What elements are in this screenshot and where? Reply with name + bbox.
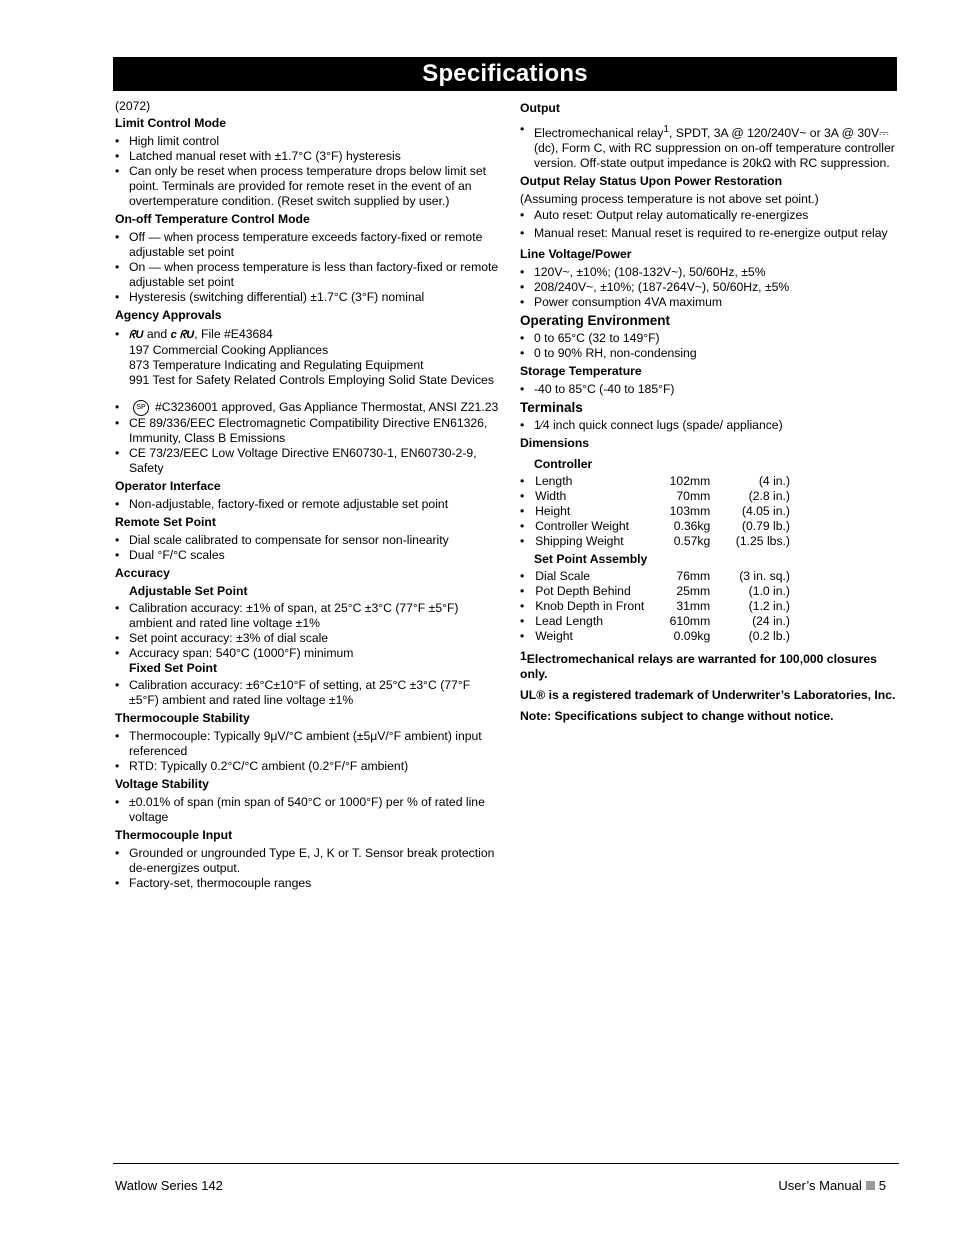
storage-temperature-list (520, 382, 905, 397)
relay-status-list (520, 208, 905, 241)
fixed-set-point-heading: Fixed Set Point (129, 661, 218, 675)
table-row (520, 614, 790, 629)
adjustable-set-point-list (115, 601, 500, 661)
dimension-name: Controller Weight (535, 519, 630, 534)
dimension-name: Lead Length (535, 614, 603, 629)
list-item: • Can only be reset when process temperature drops below limit set point. Terminals are provided for remote reset in the event of an overtemperature condition. (Reset switch supplied by user.) (115, 164, 500, 209)
relay-footnote (520, 649, 905, 682)
dimension-name: Pot Depth Behind (535, 584, 631, 599)
operating-environment-list (520, 331, 905, 361)
ul-approval-item (115, 327, 500, 388)
metric-value: 0.57kg (673, 534, 711, 549)
list-item: • Hysteresis (switching differential) ±1.7°C (3°F) nominal (115, 290, 500, 305)
table-row (520, 584, 790, 599)
ul-and-text: and (146, 327, 168, 341)
csa-logo-icon: SP (133, 400, 149, 416)
fixed-set-point-list (115, 678, 500, 708)
imperial-value: (2.8 in.) (748, 489, 790, 504)
thermocouple-input-list (115, 846, 500, 891)
operator-interface-list (115, 497, 500, 512)
dimension-name: Knob Depth in Front (535, 599, 645, 614)
relay-auto-reset: • Auto reset: Output relay automatically re-energizes (520, 208, 905, 223)
bullet: • (520, 474, 525, 489)
dimension-name: Width (535, 489, 567, 504)
bullet: • (520, 599, 525, 614)
ul-standard-3: 991 Test for Safety Related Controls Employing Solid State Devices (129, 373, 494, 387)
footer-manual-label: User’s Manual (778, 1178, 862, 1193)
controller-dimensions-table (520, 474, 790, 549)
list-item: • 1⁄4 inch quick connect lugs (spade/ appliance) (520, 418, 905, 433)
dimension-name: Weight (535, 629, 573, 644)
table-row (520, 629, 790, 644)
line-voltage-heading: Line Voltage/Power (520, 247, 632, 262)
ce-emc-item: • CE 89/336/EEC Electromagnetic Compatibility Directive EN61326, Immunity, Class B Emissions (115, 416, 500, 446)
thermocouple-stability-heading: Thermocouple Stability (115, 711, 250, 725)
bullet: • (520, 504, 525, 519)
metric-value: 103mm (669, 504, 711, 519)
accuracy-heading: Accuracy (115, 566, 170, 580)
operating-environment-heading: Operating Environment (520, 313, 671, 329)
imperial-value: (0.2 lb.) (748, 629, 790, 644)
list-item: • 208/240V~, ±10%; (187-264V~), 50/60Hz, ±5% (520, 280, 905, 295)
list-item: • Factory-set, thermocouple ranges (115, 876, 500, 891)
relay-manual-reset: • Manual reset: Manual reset is required to re-energize output relay (520, 226, 905, 241)
relay-status-heading: Output Relay Status Upon Power Restoration (520, 174, 783, 189)
limit-control-heading: Limit Control Mode (115, 116, 227, 130)
bullet: • (520, 519, 525, 534)
onoff-control-heading: On-off Temperature Control Mode (115, 212, 310, 226)
list-item: • Calibration accuracy: ±6°C±10°F of setting, at 25°C ±3°C (77°F ±5°F) ambient and rated line voltage ±1% (115, 678, 500, 708)
bullet: • (520, 614, 525, 629)
terminals-heading: Terminals (520, 400, 583, 416)
thermocouple-input-heading: Thermocouple Input (115, 828, 233, 842)
page-title: Specifications (113, 57, 897, 91)
dimensions-heading: Dimensions (520, 436, 590, 451)
output-text-start: Electromechanical relay (534, 126, 664, 141)
list-item: • RTD: Typically 0.2°C/°C ambient (0.2°F/°F ambient) (115, 759, 500, 774)
output-item (520, 122, 905, 171)
remote-set-point-list (115, 533, 500, 563)
imperial-value: (1.25 lbs.) (735, 534, 790, 549)
csa-approval-text: #C3236001 approved, Gas Appliance Thermostat, ANSI Z21.23 (155, 400, 499, 414)
ul-logo-icon: ᖇU (129, 329, 144, 341)
operator-interface-heading: Operator Interface (115, 479, 221, 493)
agency-approvals-heading: Agency Approvals (115, 308, 222, 322)
bullet: • (520, 534, 525, 549)
table-row (520, 569, 790, 584)
list-item: • Thermocouple: Typically 9μV/°C ambient (±5μV/°F ambient) input referenced (115, 729, 500, 759)
footer-divider (113, 1163, 899, 1164)
footnote-marker: 1 (520, 649, 527, 664)
relay-status-note: (Assuming process temperature is not above set point.) (520, 192, 819, 207)
set-point-assembly-table (520, 569, 790, 644)
list-item: • -40 to 85°C (-40 to 185°F) (520, 382, 905, 397)
list-item: • High limit control (115, 134, 500, 149)
ul-file-text: , File #E43684 (194, 327, 273, 341)
footer-square-icon (866, 1181, 875, 1190)
thermocouple-stability-list (115, 729, 500, 774)
imperial-value: (1.0 in.) (748, 584, 790, 599)
list-item: • 0 to 90% RH, non-condensing (520, 346, 905, 361)
left-column (115, 99, 500, 894)
list-item: • On — when process temperature is less than factory-fixed or remote adjustable set point (115, 260, 500, 290)
output-heading: Output (520, 101, 560, 115)
list-item: • ±0.01% of span (min span of 540°C or 1000°F) per % of rated line voltage (115, 795, 500, 825)
table-row (520, 474, 790, 489)
list-item: • Dual °F/°C scales (115, 548, 500, 563)
list-item: • Grounded or ungrounded Type E, J, K or T. Sensor break protection de-energizes output. (115, 846, 500, 876)
bullet: • (520, 569, 525, 584)
page-number: 5 (878, 1178, 886, 1193)
metric-value: 70mm (676, 489, 711, 504)
output-text-rest: , SPDT, 3A @ 120/240V~ or 3A @ 30V⎓ (dc), Form C, with RC suppression on on-off temperature controller version. Off-state output impedance is 20kΩ with RC suppression. (534, 126, 895, 171)
footer-product-name: Watlow Series 142 (115, 1178, 223, 1193)
metric-value: 0.36kg (673, 519, 711, 534)
list-item: • Off — when process temperature exceeds factory-fixed or remote adjustable set point (115, 230, 500, 260)
imperial-value: (4 in.) (758, 474, 790, 489)
table-row (520, 489, 790, 504)
bullet: • (520, 629, 525, 644)
table-row (520, 504, 790, 519)
list-item: • Set point accuracy: ±3% of dial scale (115, 631, 500, 646)
metric-value: 102mm (669, 474, 711, 489)
agency-approvals-list (115, 327, 500, 476)
list-item: • 120V~, ±10%; (108-132V~), 50/60Hz, ±5% (520, 265, 905, 280)
metric-value: 0.09kg (673, 629, 711, 644)
output-list (520, 122, 905, 171)
imperial-value: (24 in.) (752, 614, 790, 629)
terminals-list (520, 418, 905, 433)
bullet: • (520, 584, 525, 599)
list-item: • Latched manual reset with ±1.7°C (3°F) hysteresis (115, 149, 500, 164)
voltage-stability-heading: Voltage Stability (115, 777, 209, 791)
table-row (520, 519, 790, 534)
table-row (520, 534, 790, 549)
list-item: • 0 to 65°C (32 to 149°F) (520, 331, 905, 346)
list-item: • Power consumption 4VA maximum (520, 295, 905, 310)
remote-set-point-heading: Remote Set Point (115, 515, 216, 529)
dimension-name: Length (535, 474, 573, 489)
controller-dimensions-heading: Controller (534, 457, 593, 472)
line-voltage-list (520, 265, 905, 310)
metric-value: 76mm (676, 569, 711, 584)
cul-logo-icon: c ᖇU (170, 329, 195, 341)
imperial-value: (1.2 in.) (748, 599, 790, 614)
bullet: • (520, 489, 525, 504)
ul-standard-2: 873 Temperature Indicating and Regulating Equipment (129, 358, 424, 372)
dimension-name: Height (535, 504, 571, 519)
ce-lvd-item: • CE 73/23/EEC Low Voltage Directive EN60730-1, EN60730-2-9, Safety (115, 446, 500, 476)
onoff-control-list (115, 230, 500, 305)
imperial-value: (0.79 lb.) (741, 519, 790, 534)
trademark-note: UL® is a registered trademark of Underwriter’s Laboratories, Inc. (520, 688, 896, 703)
model-number: (2072) (115, 99, 151, 113)
imperial-value: (4.05 in.) (741, 504, 790, 519)
right-column (520, 99, 905, 730)
list-item: • Calibration accuracy: ±1% of span, at 25°C ±3°C (77°F ±5°F) ambient and rated line voltage ±1% (115, 601, 500, 631)
list-item: • Dial scale calibrated to compensate for sensor non-linearity (115, 533, 500, 548)
footnote-text: Electromechanical relays are warranted for 100,000 closures only. (520, 652, 877, 682)
metric-value: 31mm (676, 599, 711, 614)
imperial-value: (3 in. sq.) (739, 569, 790, 584)
output-footnote-ref: 1 (663, 124, 670, 135)
limit-control-list (115, 134, 500, 209)
set-point-assembly-heading: Set Point Assembly (534, 552, 648, 567)
table-row (520, 599, 790, 614)
dimension-name: Dial Scale (535, 569, 591, 584)
change-notice: Note: Specifications subject to change without notice. (520, 709, 834, 724)
list-item: • Accuracy span: 540°C (1000°F) minimum (115, 646, 500, 661)
adjustable-set-point-heading: Adjustable Set Point (129, 584, 248, 598)
metric-value: 25mm (676, 584, 711, 599)
ul-standard-1: 197 Commercial Cooking Appliances (129, 343, 329, 357)
metric-value: 610mm (669, 614, 711, 629)
list-item: • Non-adjustable, factory-fixed or remote adjustable set point (115, 497, 500, 512)
voltage-stability-list (115, 795, 500, 825)
footer-page-info (778, 1178, 886, 1193)
csa-approval-item (115, 400, 500, 416)
dimension-name: Shipping Weight (535, 534, 624, 549)
storage-temperature-heading: Storage Temperature (520, 364, 642, 379)
